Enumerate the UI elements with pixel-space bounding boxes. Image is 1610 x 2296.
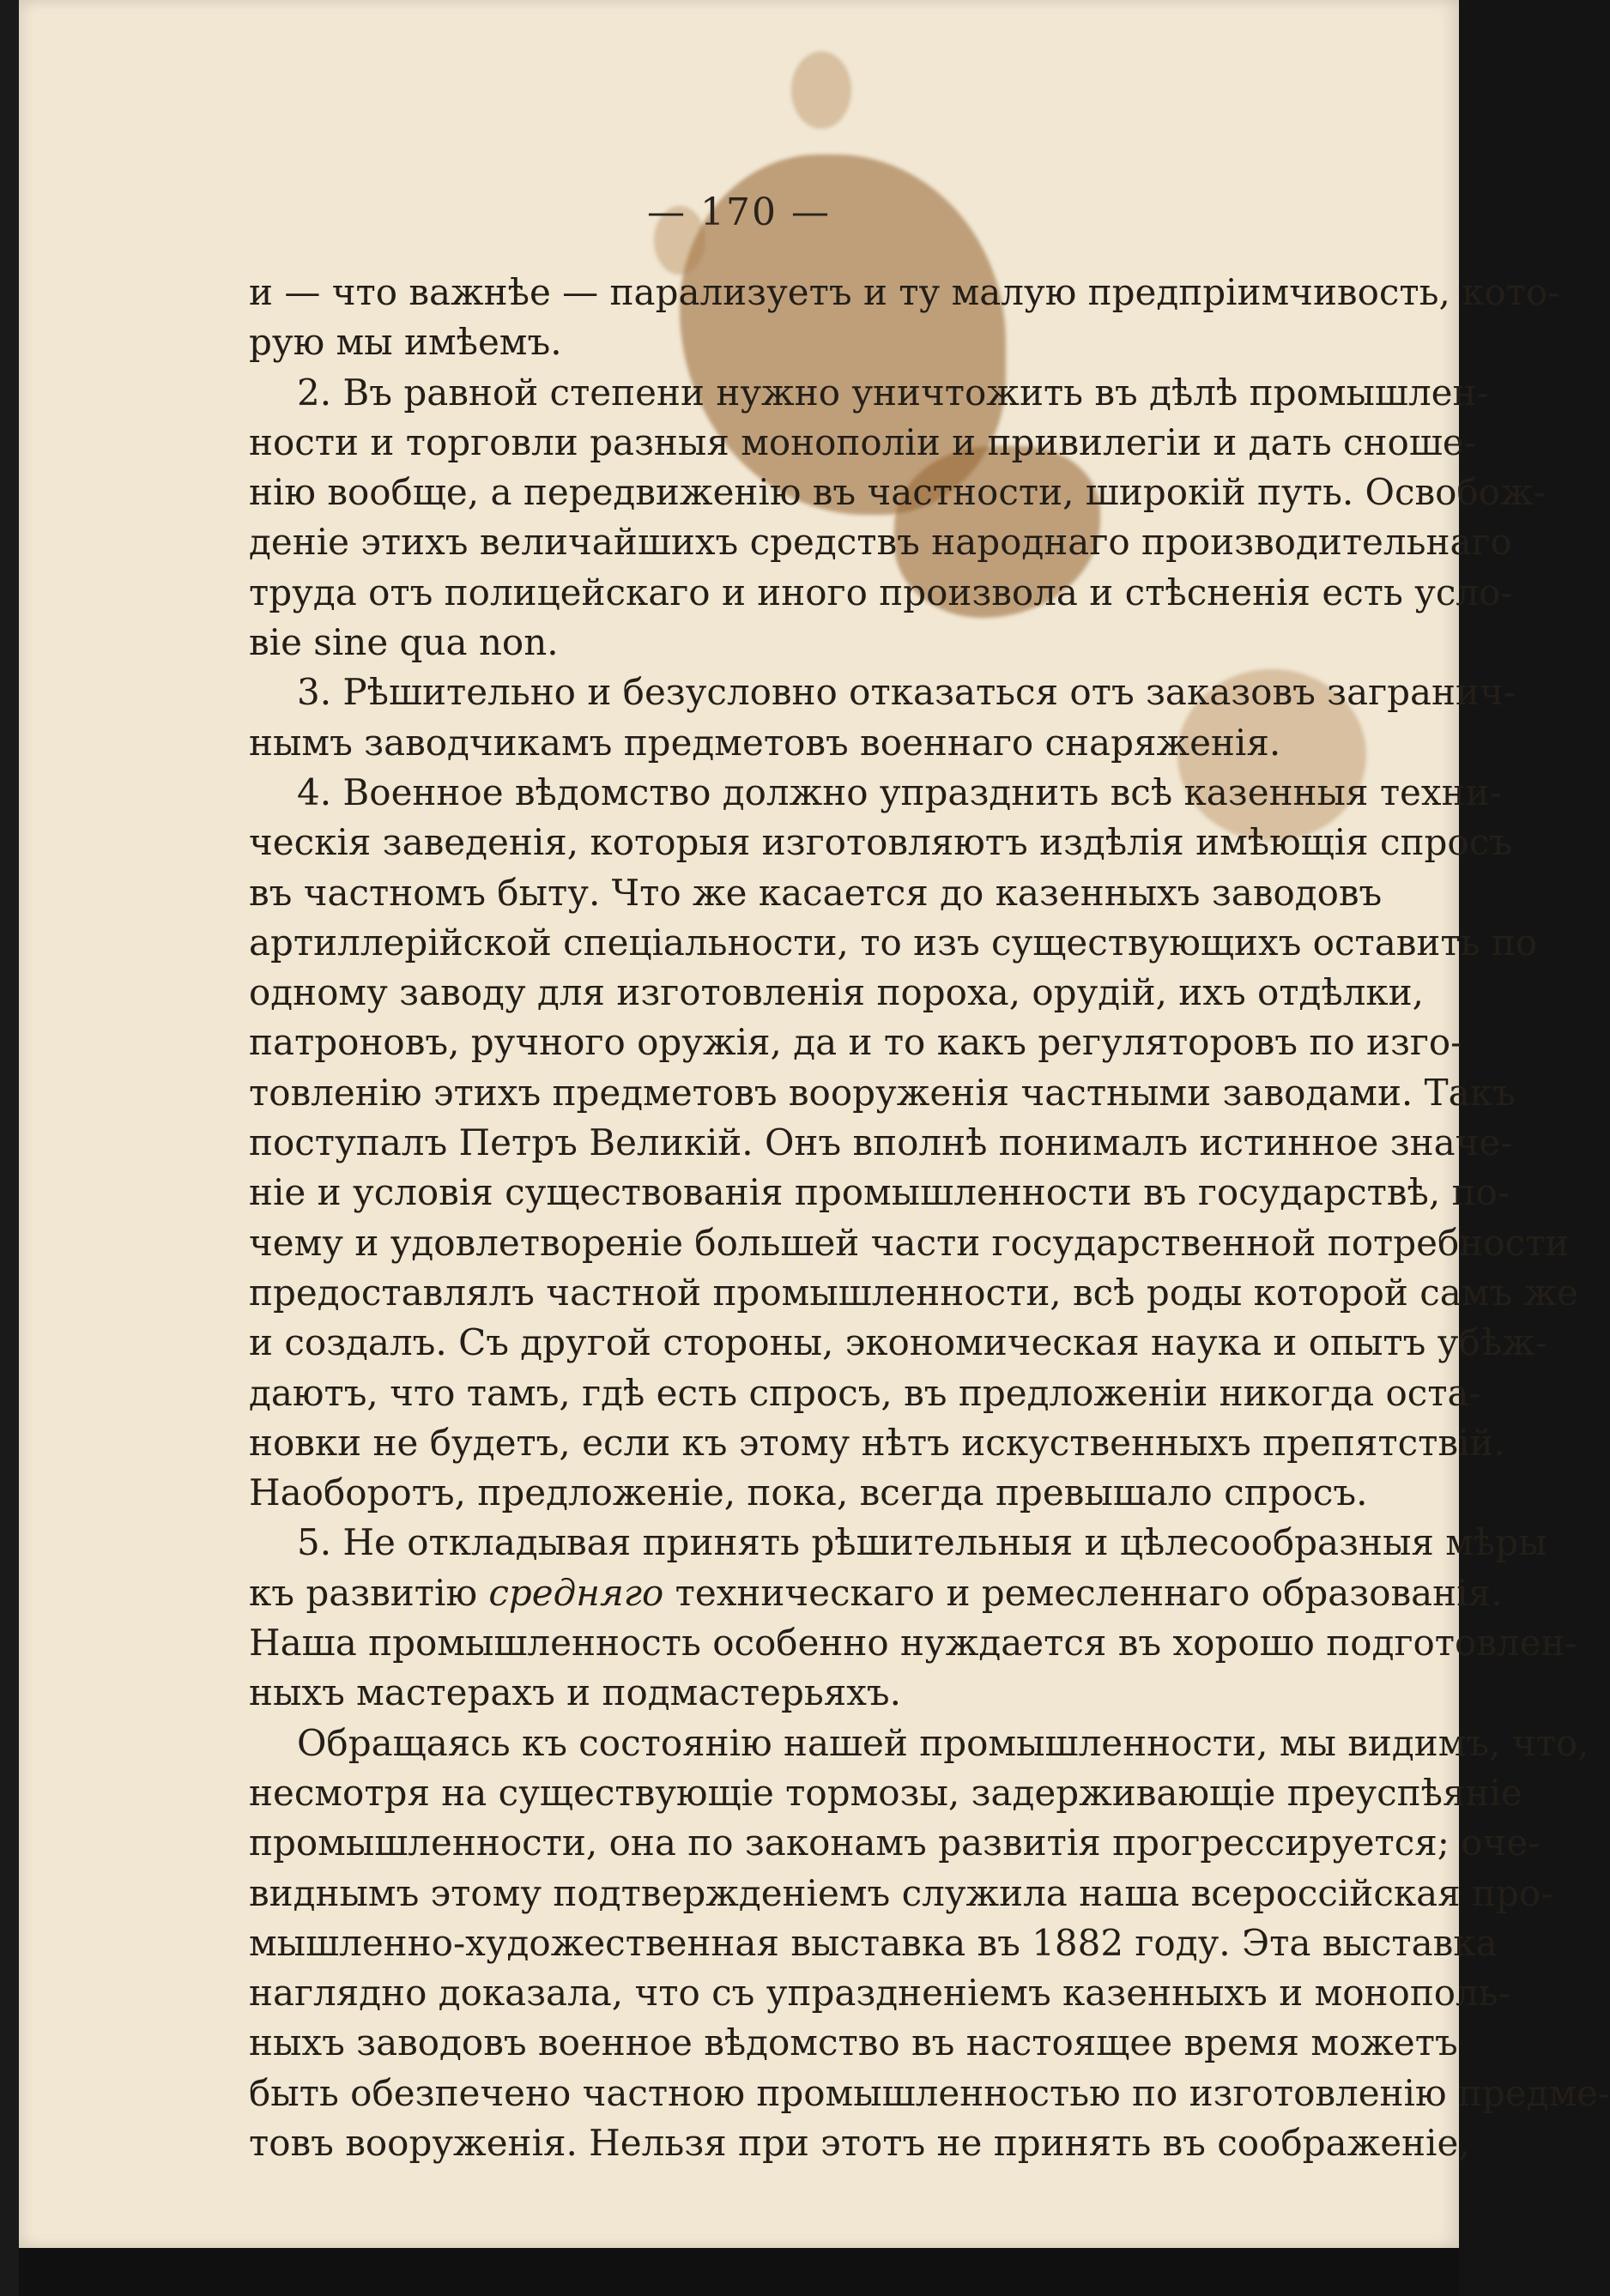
text-line: 4. Военное вѣдомство должно упразднить всѣ казенныя техни- — [297, 770, 1502, 813]
text-line: деніе этихъ величайшихъ средствъ народнаго производительнаго — [249, 521, 1512, 564]
text-line: 5. Не откладывая принять рѣшительныя и цѣлесообразныя мѣры — [297, 1521, 1547, 1564]
text-line: наглядно доказала, что съ упраздненіемъ казенныхъ и монополь- — [249, 1972, 1510, 2015]
text-line: нымъ заводчикамъ предметовъ военнаго снаряженія. — [249, 721, 1281, 764]
text-line: ныхъ мастерахъ и подмастерьяхъ. — [249, 1671, 901, 1714]
text-line: ческія заведенія, которыя изготовляютъ издѣлія имѣющія спросъ — [249, 821, 1512, 864]
text-line: 3. Рѣшительно и безусловно отказаться отъ заказовъ загранич- — [297, 671, 1516, 714]
text-line: къ развитію средняго техническаго и ремесленнаго образованія. — [249, 1571, 1503, 1614]
text-line: новки не будетъ, если къ этому нѣтъ искуственныхъ препятствій. — [249, 1421, 1505, 1464]
text-line: ніе и условія существованія промышленности въ государствѣ, по- — [249, 1171, 1510, 1214]
text-line: віе sine qua non. — [249, 621, 559, 664]
text-line: несмотря на существующіе тормозы, задерживающіе преуспѣяніе — [249, 1771, 1522, 1814]
text-line: товъ вооруженія. Нельзя при этотъ не принять въ соображеніе, — [249, 2121, 1470, 2164]
text-line: Обращаясь къ состоянію нашей промышленности, мы видимъ, что, — [297, 1721, 1589, 1764]
stain-top-right — [791, 51, 851, 129]
text-line: мышленно-художественная выставка въ 1882 году. Эта выставка — [249, 1921, 1498, 1964]
text-line: Наша промышленность особенно нуждается въ хорошо подготовлен- — [249, 1622, 1577, 1665]
text-line: ности и торговли разныя монополіи и привилегіи и дать сноше- — [249, 420, 1476, 463]
text-line: рую мы имѣемъ. — [249, 321, 562, 364]
text-line: нію вообще, а передвиженію въ частности, широкій путь. Освобож- — [249, 471, 1546, 514]
text-line: ныхъ заводовъ военное вѣдомство въ настоящее время можетъ — [249, 2021, 1458, 2064]
text-line: артиллерійской спеціальности, то изъ существующихъ оставить по — [249, 921, 1538, 964]
text-line: промышленности, она по законамъ развитія прогрессируется; оче- — [249, 1822, 1540, 1864]
text-line: въ частномъ быту. Что же касается до казенныхъ заводовъ — [249, 871, 1383, 914]
body-text — [249, 268, 1610, 2168]
text-line: Наоборотъ, предложеніе, пока, всегда превышало спросъ. — [249, 1471, 1368, 1514]
text-line: предоставлялъ частной промышленности, всѣ роды которой самъ же — [249, 1271, 1579, 1314]
text-line: виднымъ этому подтвержденіемъ служила наша всероссійская про- — [249, 1871, 1553, 1914]
text-line: даютъ, что тамъ, гдѣ есть спросъ, въ предложеніи никогда оста- — [249, 1371, 1481, 1414]
page-number: — 170 — — [647, 190, 831, 234]
text-line: чему и удовлетвореніе большей части государственной потребности — [249, 1221, 1570, 1264]
text-line: быть обезпечено частною промышленностью по изготовленію предме- — [249, 2071, 1610, 2114]
text-line: патроновъ, ручного оружія, да и то какъ регуляторовъ по изго- — [249, 1021, 1463, 1064]
text-line: поступалъ Петръ Великій. Онъ вполнѣ понималъ истинное значе- — [249, 1121, 1513, 1164]
text-line: и создалъ. Съ другой стороны, экономическая наука и опытъ убѣж- — [249, 1321, 1547, 1364]
text-line: и — что важнѣе — парализуетъ и ту малую предпріимчивость, кото- — [249, 271, 1560, 313]
text-line: одному заводу для изготовленія пороха, орудій, ихъ отдѣлки, — [249, 971, 1424, 1014]
page-bottom-edge — [19, 2248, 1459, 2296]
text-line: товленію этихъ предметовъ вооруженія частными заводами. Такъ — [249, 1071, 1516, 1114]
text-line: 2. Въ равной степени нужно уничтожить въ дѣлѣ промышлен- — [297, 371, 1489, 414]
text-line: труда отъ полицейскаго и иного произвола и стѣсненія есть усло- — [249, 571, 1513, 613]
